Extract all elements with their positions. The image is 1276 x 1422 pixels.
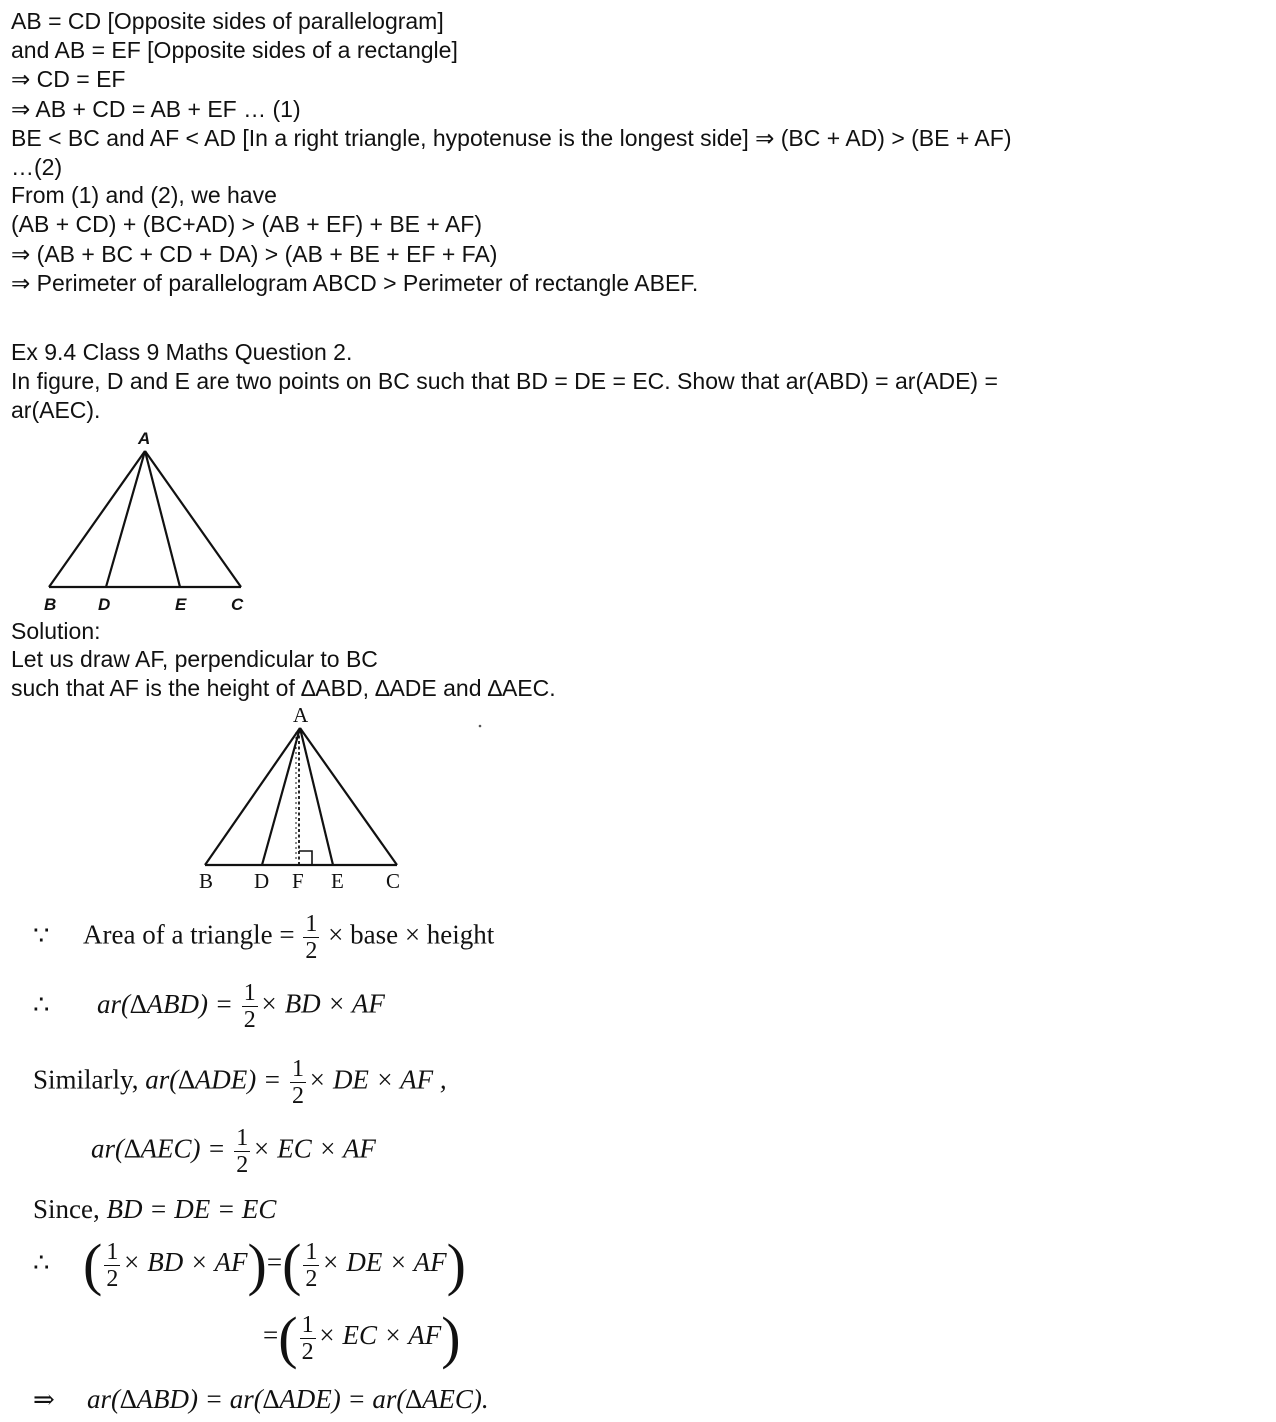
fraction-half: $\frac{1}{2}$: [301, 1311, 314, 1365]
question-text-2: ar(AEC).: [11, 397, 101, 423]
fraction-half: $\frac{1}{2}$: [291, 1056, 304, 1109]
stray-dot: [479, 725, 482, 728]
math-equal-areas-1: ∴ ( $\frac{1}{2}$ × BD × AF)=( $\frac{1}{2}$ × DE × AF): [33, 1232, 466, 1297]
therefore-symbol: ∴: [33, 989, 50, 1019]
fig2-label-e: E: [331, 869, 344, 893]
fraction-half: $\frac{1}{2}$: [305, 911, 318, 964]
math-ar-aec: ar(∆AEC) = $\frac{1}{2}$ × EC × AF: [91, 1125, 376, 1178]
math-since: Since, BD = DE = EC: [33, 1194, 277, 1224]
proof-line-10: ⇒ Perimeter of parallelogram ABCD > Perimeter of rectangle ABEF.: [11, 270, 699, 296]
proof-line-8: (AB + CD) + (BC+AD) > (AB + EF) + BE + AF): [11, 211, 482, 237]
math-ar-ade: Similarly, ar(∆ADE) = $\frac{1}{2}$ × DE × AF ,: [33, 1056, 447, 1109]
proof-line-2: and AB = EF [Opposite sides of a rectangle]: [11, 37, 458, 63]
solution-label: Solution:: [11, 618, 101, 644]
fig2-label-f: F: [292, 869, 304, 893]
fraction-half: $\frac{1}{2}$: [236, 1125, 249, 1178]
fig1-label-c: C: [231, 595, 244, 614]
fig1-label-b: B: [44, 595, 57, 614]
proof-line-9: ⇒ (AB + BC + CD + DA) > (AB + BE + EF + FA): [11, 241, 498, 267]
implies-symbol: ⇒: [33, 1385, 55, 1414]
math-equal-areas-2: =( $\frac{1}{2}$ × EC × AF): [263, 1305, 461, 1370]
side-ab: [205, 728, 300, 865]
fraction-half: $\frac{1}{2}$: [305, 1238, 318, 1292]
solution-line-2: such that AF is the height of ∆ABD, ∆ADE and ∆AEC.: [11, 675, 556, 701]
side-ac: [145, 451, 241, 587]
fig2-label-c: C: [386, 869, 401, 893]
math-ar-abd: ∴ ar(∆ABD) = $\frac{1}{2}$ × BD × AF: [33, 980, 385, 1033]
side-ac: [300, 728, 397, 865]
proof-line-7: From (1) and (2), we have: [11, 182, 277, 208]
segment-ad: [106, 451, 145, 587]
side-ab: [49, 451, 145, 587]
fig2-label-a: A: [293, 703, 309, 727]
fig1-label-a: A: [138, 429, 151, 448]
therefore-symbol: ∴: [33, 1248, 50, 1278]
fig1-label-d: D: [98, 595, 111, 614]
fraction-half: $\frac{1}{2}$: [243, 980, 256, 1033]
math-area-formula: ∵ Area of a triangle = $\frac{1}{2}$ × base × height: [33, 911, 495, 964]
because-symbol: ∵: [33, 920, 50, 950]
right-angle-mark: [299, 851, 312, 865]
fig1-label-e: E: [175, 595, 187, 614]
segment-ae: [300, 728, 333, 865]
proof-line-5: BE < BC and AF < AD [In a right triangle, hypotenuse is the longest side] ⇒ (BC + AD) > (BE + AF): [11, 125, 1012, 151]
proof-line-6: …(2): [11, 154, 63, 180]
proof-line-4: ⇒ AB + CD = AB + EF … (1): [11, 96, 301, 122]
proof-line-1: AB = CD [Opposite sides of parallelogram]: [11, 8, 444, 34]
question-text-1: In figure, D and E are two points on BC such that BD = DE = EC. Show that ar(ABD) = ar(ADE) =: [11, 368, 998, 394]
solution-line-1: Let us draw AF, perpendicular to BC: [11, 646, 378, 672]
fraction-half: $\frac{1}{2}$: [106, 1238, 119, 1292]
math-conclusion: ⇒ ar(∆ABD) = ar(∆ADE) = ar(∆AEC).: [33, 1384, 489, 1414]
segment-ae: [145, 451, 180, 587]
proof-line-3: ⇒ CD = EF: [11, 66, 126, 92]
fig2-label-d: D: [254, 869, 270, 893]
fig2-label-b: B: [199, 869, 214, 893]
segment-ad: [262, 728, 300, 865]
question-heading: Ex 9.4 Class 9 Maths Question 2.: [11, 339, 353, 365]
